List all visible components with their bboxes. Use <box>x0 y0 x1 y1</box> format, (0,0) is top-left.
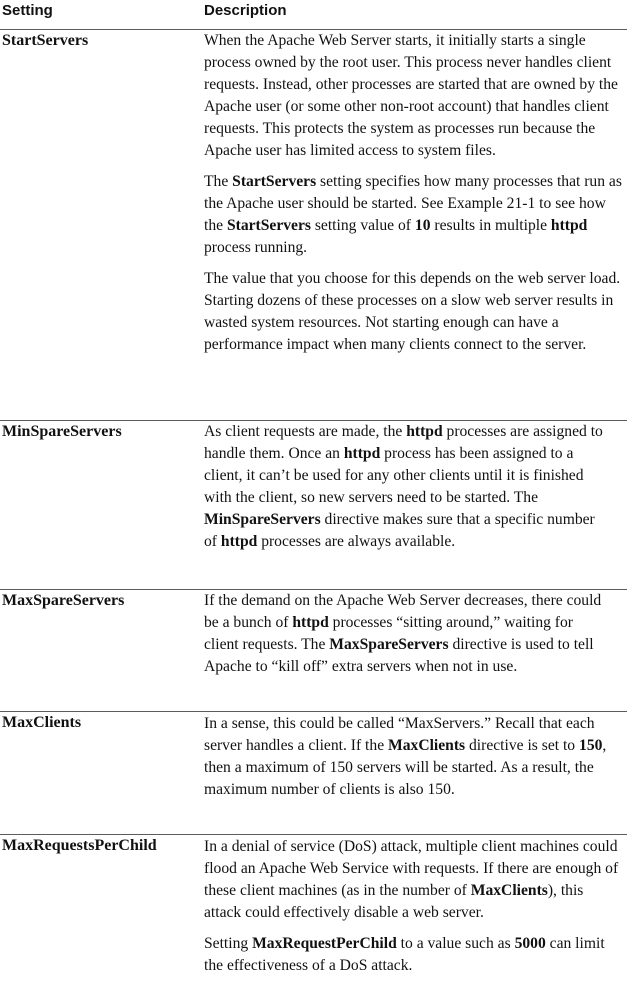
bold-term: 10 <box>414 217 431 234</box>
description-paragraph <box>204 836 622 924</box>
table-row <box>0 420 627 585</box>
header-setting <box>2 0 53 20</box>
text-run: If the demand on the Apache Web Server decreases, there could be a bunch of <box>204 592 602 631</box>
setting-description <box>204 30 626 356</box>
setting-name: MaxClients <box>2 714 82 731</box>
setting-description <box>204 713 619 801</box>
table-row <box>0 29 627 420</box>
text-run: In a sense, this could be called “MaxServers.” Recall that each server handles a client. If the <box>204 715 595 754</box>
text-run: setting specifies how many processes that run as the Apache user should be started. See Example 21-1 to see how the <box>204 173 622 234</box>
bold-term: StartServers <box>226 217 311 234</box>
text-run: to a value such as <box>396 935 515 952</box>
header-setting-label: Setting <box>2 1 53 19</box>
table-row <box>0 589 627 708</box>
text-run: directive is set to <box>465 737 580 754</box>
header-description-label: Description <box>204 1 287 19</box>
bold-term: MaxRequestPerChild <box>252 935 397 952</box>
text-run: When the Apache Web Server starts, it initially starts a single process owned by the root user. This process never handles client requests. Instead, other processes are started that are owned by the Apache user (or some other non-root account) that handles client requests. This protects the system as processes run because the Apache user has limited access to system files. <box>204 32 618 159</box>
description-paragraph <box>204 590 609 678</box>
bold-term: MaxSpareServers <box>329 636 449 653</box>
text-run: , then a maximum of 150 servers will be started. As a result, the maximum number of clients is also 150. <box>204 737 607 798</box>
description-paragraph <box>204 421 608 553</box>
bold-term: httpd <box>550 217 588 234</box>
text-run: results in multiple <box>430 217 551 234</box>
bold-term: httpd <box>220 533 258 550</box>
bold-term: MaxClients <box>388 737 466 754</box>
description-paragraph <box>204 268 626 356</box>
bold-term: StartServers <box>232 173 317 190</box>
text-run: The value that you choose for this depends on the web server load. Starting dozens of these processes on a slow web server results in wasted system resources. Not starting enough can have a performance impact when many clients connect to the server. <box>204 270 621 353</box>
header-description <box>204 0 287 20</box>
text-run: directive is used to tell Apache to “kill off” extra servers when not in use. <box>204 636 594 675</box>
bold-term: httpd <box>406 423 443 440</box>
bold-term: MaxClients <box>470 882 548 899</box>
table-row <box>0 834 627 1000</box>
setting-description <box>204 836 622 977</box>
setting-description <box>204 590 609 678</box>
description-paragraph <box>204 933 622 977</box>
bold-term: 5000 <box>514 935 546 952</box>
description-paragraph <box>204 171 626 259</box>
description-paragraph <box>204 30 626 162</box>
setting-name: MaxSpareServers <box>2 592 125 609</box>
bold-term: httpd <box>292 614 329 631</box>
text-run: processes are always available. <box>257 533 456 550</box>
setting-description <box>204 421 608 553</box>
setting-name: StartServers <box>2 32 89 49</box>
text-run: process has been assigned to a client, it can’t be used for any other clients until it is finished with the client, so new servers need to be started. The <box>204 445 584 506</box>
bold-term: 150 <box>579 737 603 754</box>
description-paragraph <box>204 713 619 801</box>
text-run: process running. <box>204 239 308 256</box>
text-run: can limit the effectiveness of a DoS attack. <box>204 935 605 974</box>
text-run: The <box>204 173 233 190</box>
table-row <box>0 711 627 834</box>
setting-name: MinSpareServers <box>2 423 122 440</box>
setting-name: MaxRequestsPerChild <box>2 837 157 854</box>
text-run: In a denial of service (DoS) attack, multiple client machines could flood an Apache Web Service with requests. If there are enough of these client machines (as in the number of <box>204 838 619 899</box>
bold-term: httpd <box>343 445 381 462</box>
text-run: As client requests are made, the <box>204 423 407 440</box>
text-run: ), this attack could effectively disable a web server. <box>204 882 584 921</box>
text-run: setting value of <box>310 217 415 234</box>
text-run: directive makes sure that a specific number of <box>204 511 595 550</box>
text-run: processes are assigned to handle them. Once an <box>204 423 603 462</box>
text-run: processes “sitting around,” waiting for client requests. The <box>204 614 573 653</box>
bold-term: MinSpareServers <box>204 511 321 528</box>
text-run: Setting <box>204 935 253 952</box>
